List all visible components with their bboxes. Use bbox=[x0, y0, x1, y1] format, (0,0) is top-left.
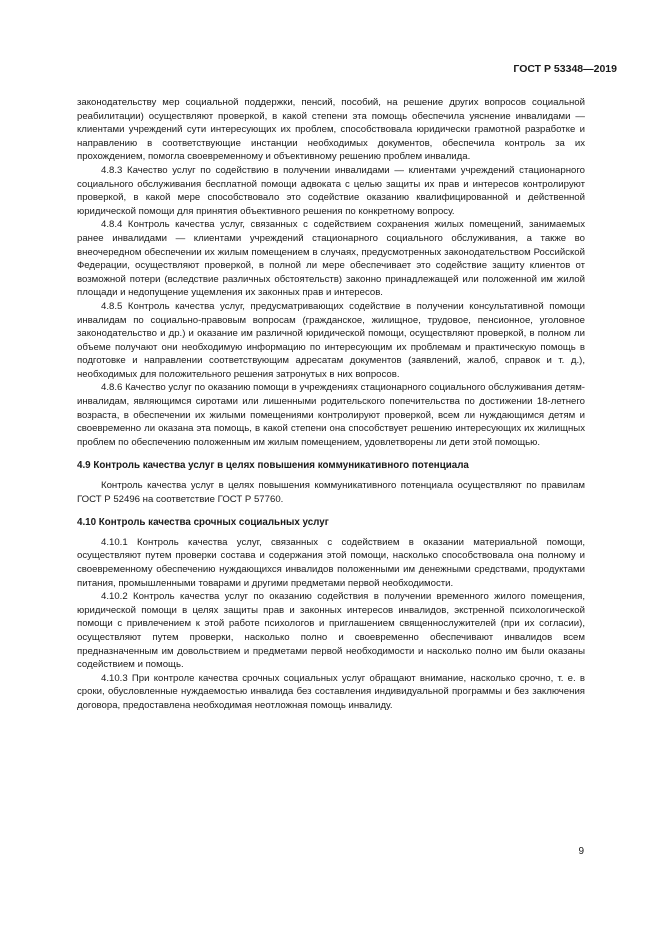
paragraph-4-8-6: 4.8.6 Качество услуг по оказанию помощи в учреждениях стационарного социального обслуживания детям-инвалидам, являющимся сиротами или лишенными родительского попечительства по достижении 18-летнего возраста, в обеспечении их жилыми помещениями контролируют проверкой, всем ли нуждающимся детям и своевременно ли оказана эта помощь, в какой степени она способствует решению интересующих их жилищных проблем по обеспечению положенным им жилым помещением, удовлетворены ли дети этой помощью. bbox=[77, 382, 585, 448]
paragraph-4-10-2: 4.10.2 Контроль качества услуг по оказанию содействия в получении временного жилого помещения, юридической помощи в целях защиты прав и законных интересов инвалидов, экстренной психологической помощи с привлечением к этой работе психологов и приглашением священнослужителей (при их согласии), осуществляют путем проверки, насколько полно и своевременно обеспечивают инвалидов всем предназначенным им довольствием и предметами первой необходимости и насколько полно им были оказаны содействием и помощь. bbox=[77, 591, 585, 671]
paragraph-4-8-5: 4.8.5 Контроль качества услуг, предусматривающих содействие в получении консультативной помощи инвалидам по социально-правовым вопросам (гражданское, жилищное, трудовое, пенсионное, уголовное законодательство и др.) и оказание им различной юридической помощи, осуществляют проверкой, в полном ли объеме получают они необходимую информацию по интересующим их проблемам и практическую помощь в подготовке и направлении соответствующим адресатам документов (заявлений, жалоб, справок и т. д.), необходимых для положительного решения затронутых в них вопросов. bbox=[77, 300, 585, 380]
section-heading-4-10: 4.10 Контроль качества срочных социальных услуг bbox=[77, 517, 329, 529]
page-number: 9 bbox=[578, 846, 584, 857]
paragraph-continuation: законодательству мер социальной поддержки, пенсий, пособий, на решение других вопросов социальной реабилитации) осуществляют проверкой, в какой степени эта помощь обеспечила уяснение инвалидами — клиентами учреждений сути интересующих их проблем, способствовала юридически грамотной разработке и направлению в соответствующие инстанции необходимых документов, обеспечила контроль за их прохождением, помогла своевременному и объективному решению проблем инвалида. bbox=[77, 97, 585, 163]
paragraph-4-10-3: 4.10.3 При контроле качества срочных социальных услуг обращают внимание, насколько срочно, т. е. в сроки, обусловленные нуждаемостью инвалида без составления индивидуальной программы и без заключения договора, предоставлена необходимая неотложная помощь инвалиду. bbox=[77, 672, 585, 711]
paragraph-4-9: Контроль качества услуг в целях повышения коммуникативного потенциала осуществляют по правилам ГОСТ Р 52496 на соответствие ГОСТ Р 57760. bbox=[77, 480, 585, 505]
document-body bbox=[77, 96, 585, 713]
paragraph-4-8-4: 4.8.4 Контроль качества услуг, связанных с содействием сохранения жилых помещений, занимаемых ранее инвалидами — клиентами учреждений стационарного социального обслуживания, а также во внеочередном обеспечении их жилым помещением в случаях, предусмотренных законодательством Российской Федерации, осуществляют проверкой, в полной ли мере обеспечивает это содействие защиту клиентов от возможной потери (вследствие различных обстоятельств) законно принадлежащей или положенной им жилой площади и недопущение ущемления их законных прав и интересов. bbox=[77, 219, 585, 299]
document-code: ГОСТ Р 53348—2019 bbox=[513, 63, 617, 75]
paragraph-4-10-1: 4.10.1 Контроль качества услуг, связанных с содействием в оказании материальной помощи, осуществляют путем проверки состава и содержания этой помощи, насколько способствовала она полному и своевременному обеспечению нуждающихся инвалидов положенными им денежными средствами, продуктами питания, промышленными товарами и другими предметами первой необходимости. bbox=[77, 536, 585, 589]
paragraph-4-8-3: 4.8.3 Качество услуг по содействию в получении инвалидами — клиентами учреждений стационарного социального обслуживания бесплатной помощи адвоката с целью защиты их прав и интересов контролируют проверкой, в какой мере способствовало это содействие оказанию квалифицированной и действенной юридической помощи для принятия объективного решения по конкретному вопросу. bbox=[77, 164, 585, 217]
section-heading-4-9: 4.9 Контроль качества услуг в целях повышения коммуникативного потенциала bbox=[77, 460, 469, 472]
